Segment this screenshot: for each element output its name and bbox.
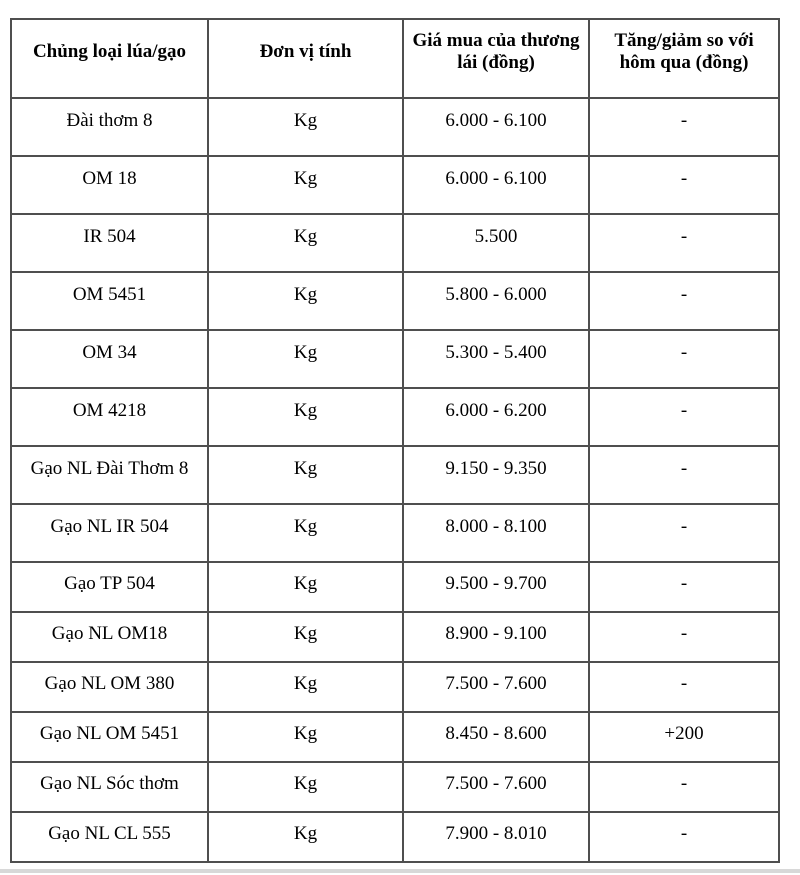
cell-change: - [589, 388, 779, 446]
cell-rice-type: OM 18 [11, 156, 208, 214]
cell-price-range: 6.000 - 6.100 [403, 98, 589, 156]
cell-unit: Kg [208, 504, 403, 562]
cell-price-range: 7.900 - 8.010 [403, 812, 589, 862]
cell-unit: Kg [208, 388, 403, 446]
table-row [11, 446, 779, 504]
cell-price-range: 8.000 - 8.100 [403, 504, 589, 562]
cell-rice-type: OM 4218 [11, 388, 208, 446]
cell-change: - [589, 272, 779, 330]
bottom-gray-band [0, 869, 800, 873]
cell-rice-type: Gạo NL OM 5451 [11, 712, 208, 762]
table-row [11, 214, 779, 272]
cell-change: +200 [589, 712, 779, 762]
cell-rice-type: Gạo NL Đài Thơm 8 [11, 446, 208, 504]
cell-price-range: 7.500 - 7.600 [403, 662, 589, 712]
cell-change: - [589, 214, 779, 272]
table-header [11, 19, 779, 98]
table-row [11, 330, 779, 388]
cell-price-range: 5.300 - 5.400 [403, 330, 589, 388]
cell-price-range: 9.500 - 9.700 [403, 562, 589, 612]
table-row [11, 612, 779, 662]
cell-price-range: 6.000 - 6.100 [403, 156, 589, 214]
cell-change: - [589, 504, 779, 562]
cell-unit: Kg [208, 562, 403, 612]
cell-change: - [589, 562, 779, 612]
cell-change: - [589, 330, 779, 388]
cell-change: - [589, 156, 779, 214]
cell-rice-type: Gạo NL Sóc thơm [11, 762, 208, 812]
rice-price-table [10, 18, 780, 863]
table-row [11, 504, 779, 562]
table-row [11, 562, 779, 612]
cell-rice-type: OM 5451 [11, 272, 208, 330]
cell-unit: Kg [208, 330, 403, 388]
cell-unit: Kg [208, 98, 403, 156]
table-row [11, 712, 779, 762]
column-header-type: Chủng loại lúa/gạo [11, 19, 208, 98]
cell-rice-type: Gạo TP 504 [11, 562, 208, 612]
cell-rice-type: Gạo NL CL 555 [11, 812, 208, 862]
cell-unit: Kg [208, 812, 403, 862]
cell-change: - [589, 98, 779, 156]
table-body [11, 98, 779, 862]
cell-unit: Kg [208, 662, 403, 712]
cell-rice-type: IR 504 [11, 214, 208, 272]
column-header-unit: Đơn vị tính [208, 19, 403, 98]
table-row [11, 662, 779, 712]
cell-price-range: 8.900 - 9.100 [403, 612, 589, 662]
cell-unit: Kg [208, 446, 403, 504]
cell-price-range: 8.450 - 8.600 [403, 712, 589, 762]
cell-change: - [589, 812, 779, 862]
header-row [11, 19, 779, 98]
table-row [11, 156, 779, 214]
cell-rice-type: Gạo NL OM18 [11, 612, 208, 662]
cell-unit: Kg [208, 214, 403, 272]
cell-change: - [589, 446, 779, 504]
cell-price-range: 5.800 - 6.000 [403, 272, 589, 330]
cell-rice-type: Gạo NL OM 380 [11, 662, 208, 712]
table-row [11, 812, 779, 862]
cell-rice-type: Gạo NL IR 504 [11, 504, 208, 562]
cell-rice-type: OM 34 [11, 330, 208, 388]
cell-unit: Kg [208, 712, 403, 762]
cell-unit: Kg [208, 156, 403, 214]
table-row [11, 762, 779, 812]
cell-rice-type: Đài thơm 8 [11, 98, 208, 156]
cell-change: - [589, 762, 779, 812]
table-row [11, 98, 779, 156]
cell-unit: Kg [208, 762, 403, 812]
column-header-change: Tăng/giảm so với hôm qua (đồng) [589, 19, 779, 98]
cell-unit: Kg [208, 272, 403, 330]
cell-price-range: 5.500 [403, 214, 589, 272]
cell-price-range: 9.150 - 9.350 [403, 446, 589, 504]
column-header-price: Giá mua của thương lái (đồng) [403, 19, 589, 98]
cell-price-range: 6.000 - 6.200 [403, 388, 589, 446]
cell-change: - [589, 662, 779, 712]
table-row [11, 388, 779, 446]
cell-change: - [589, 612, 779, 662]
table-row [11, 272, 779, 330]
cell-unit: Kg [208, 612, 403, 662]
cell-price-range: 7.500 - 7.600 [403, 762, 589, 812]
